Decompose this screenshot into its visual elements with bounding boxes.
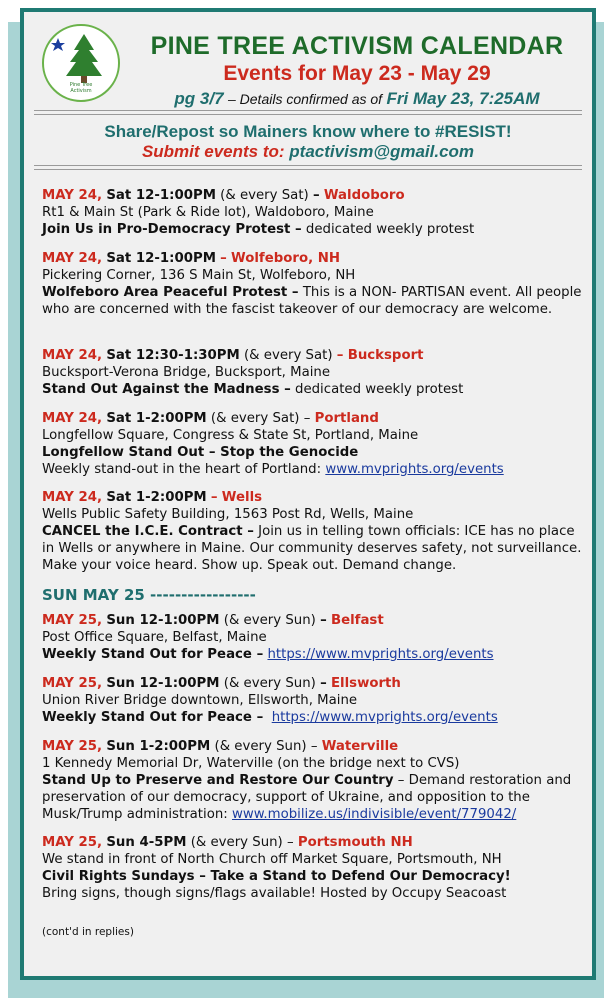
event-town: Belfast — [330, 613, 384, 628]
event-time: Sun 12-1:00PM — [106, 676, 220, 691]
event-item — [42, 738, 588, 823]
event-link[interactable]: www.mvprights.org/events — [325, 462, 504, 477]
event-time: Sun 1-2:00PM — [106, 739, 211, 754]
event-dash: – — [286, 835, 294, 850]
event-location: 1 Kennedy Memorial Dr, Waterville (on the bridge next to CVS) — [42, 756, 460, 771]
event-town: Bucksport — [347, 348, 424, 363]
continued-note: (cont'd in replies) — [42, 926, 134, 938]
event-description: dedicated weekly protest — [305, 222, 475, 237]
event-item — [42, 675, 588, 726]
event-date: MAY 24, — [42, 188, 103, 203]
event-time: Sat 1-2:00PM — [106, 411, 207, 426]
event-date: MAY 24, — [42, 490, 103, 505]
event-town: Portsmouth NH — [297, 835, 413, 850]
pine-tree-logo — [42, 24, 120, 102]
event-date: MAY 25, — [42, 613, 103, 628]
event-name: Weekly Stand Out for Peace – — [42, 647, 264, 662]
event-location: Pickering Corner, 136 S Main St, Wolfeboro, NH — [42, 268, 356, 283]
event-name: Stand Up to Preserve and Restore Our Country — [42, 773, 394, 788]
event-name: CANCEL the I.C.E. Contract – — [42, 524, 254, 539]
logo-text-line1: Pine Tree — [69, 82, 93, 88]
divider — [34, 110, 582, 115]
event-dash: – — [210, 490, 218, 505]
event-description: dedicated weekly protest — [295, 382, 464, 397]
event-link[interactable]: www.mobilize.us/indivisible/event/779042/ — [232, 807, 517, 822]
day-header: SUN MAY 25 ----------------- — [42, 586, 256, 604]
calendar-card — [20, 8, 596, 980]
divider — [34, 165, 582, 170]
event-name: Join Us in Pro-Democracy Protest – — [42, 222, 302, 237]
event-dash: – — [303, 411, 311, 426]
event-link[interactable]: https://www.mvprights.org/events — [267, 647, 494, 662]
event-link[interactable]: https://www.mvprights.org/events — [271, 710, 498, 725]
event-name: Stand Out Against the Madness – — [42, 382, 291, 397]
event-location: Wells Public Safety Building, 1563 Post Rd, Wells, Maine — [42, 507, 414, 522]
event-recurrence: (& every Sun) — [223, 676, 316, 691]
event-item — [42, 187, 588, 238]
event-location: Union River Bridge downtown, Ellsworth, Maine — [42, 693, 358, 708]
event-name: Civil Rights Sundays – Take a Stand to Defend Our Democracy! — [42, 869, 511, 884]
event-date: MAY 25, — [42, 739, 103, 754]
event-town: Wells — [221, 490, 263, 505]
event-name: Weekly Stand Out for Peace – — [42, 710, 264, 725]
event-recurrence: (& every Sat) — [220, 188, 309, 203]
event-time: Sat 12-1:00PM — [106, 188, 216, 203]
event-date: MAY 24, — [42, 251, 103, 266]
event-location: Post Office Square, Belfast, Maine — [42, 630, 267, 645]
event-town: Wolfeboro, NH — [231, 251, 341, 266]
event-item — [42, 489, 588, 574]
confirmed-date: Fri May 23, 7:25AM — [386, 89, 540, 108]
event-location: Longfellow Square, Congress & State St, Portland, Maine — [42, 428, 419, 443]
event-recurrence: (& every Sun) — [223, 613, 316, 628]
event-recurrence: (& every Sun) — [214, 739, 307, 754]
event-recurrence: (& every Sat) — [243, 348, 333, 363]
event-item — [42, 834, 588, 902]
event-name: Wolfeboro Area Peaceful Protest – — [42, 285, 299, 300]
page-title: PINE TREE ACTIVISM CALENDAR — [150, 32, 564, 60]
page-subtitle: Events for May 23 - May 29 — [223, 62, 491, 85]
event-date: MAY 24, — [42, 348, 103, 363]
event-time: Sat 1-2:00PM — [106, 490, 207, 505]
event-location: We stand in front of North Church off Market Square, Portsmouth, NH — [42, 852, 502, 867]
event-item — [42, 347, 588, 398]
event-location: Bucksport-Verona Bridge, Bucksport, Maine — [42, 365, 331, 380]
event-item — [42, 612, 588, 663]
event-recurrence: (& every Sat) — [210, 411, 300, 426]
event-dash: – — [310, 739, 318, 754]
event-location: Rt1 & Main St (Park & Ride lot), Waldoboro, Maine — [42, 205, 374, 220]
event-town: Waldoboro — [323, 188, 405, 203]
event-time: Sat 12-1:00PM — [106, 251, 216, 266]
event-recurrence: (& every Sun) — [190, 835, 283, 850]
page-info — [114, 89, 600, 109]
event-dash: – — [312, 188, 320, 203]
event-name: Longfellow Stand Out – Stop the Genocide — [42, 445, 359, 460]
event-item — [42, 250, 588, 318]
event-town: Waterville — [321, 739, 399, 754]
event-dash: – — [320, 613, 327, 628]
event-description: This is a NON- PARTISAN event. All people who are concerned with the fascist takeover of our democracy are welcome. — [42, 285, 582, 317]
event-town: Ellsworth — [330, 676, 401, 691]
logo-text-line2: Activism — [70, 88, 92, 94]
event-description: – Demand restoration and preservation of our democracy, support of Ukraine, and opposition to the Musk/Trump administration: — [42, 773, 572, 822]
event-dash: – — [320, 676, 327, 691]
submit-email[interactable]: ptactivism@gmail.com — [289, 142, 475, 161]
event-description: Join us in telling town officials: ICE has no place in Wells or anywhere in Maine. Our community deserves safety, not surveillance. Make your voice heard. Show up. Speak out. Demand change. — [42, 524, 582, 573]
event-date: MAY 25, — [42, 676, 103, 691]
share-line: Share/Repost so Mainers know where to #RESIST! — [104, 122, 512, 141]
event-description: Bring signs, though signs/flags available! Hosted by Occupy Seacoast — [42, 886, 507, 901]
submit-label: Submit events to: — [141, 142, 285, 161]
submit-line — [34, 142, 582, 162]
event-date: MAY 24, — [42, 411, 103, 426]
event-town: Portland — [314, 411, 379, 426]
event-time: Sun 4-5PM — [106, 835, 187, 850]
event-item — [42, 410, 588, 478]
details-label: – Details confirmed as of — [227, 91, 383, 107]
event-time: Sun 12-1:00PM — [106, 613, 220, 628]
event-description: Weekly stand-out in the heart of Portland: — [42, 462, 322, 477]
event-dash: – — [220, 251, 227, 266]
event-date: MAY 25, — [42, 835, 103, 850]
event-dash: – — [336, 348, 344, 363]
event-time: Sat 12:30-1:30PM — [106, 348, 240, 363]
page-number: pg 3/7 — [174, 89, 224, 108]
